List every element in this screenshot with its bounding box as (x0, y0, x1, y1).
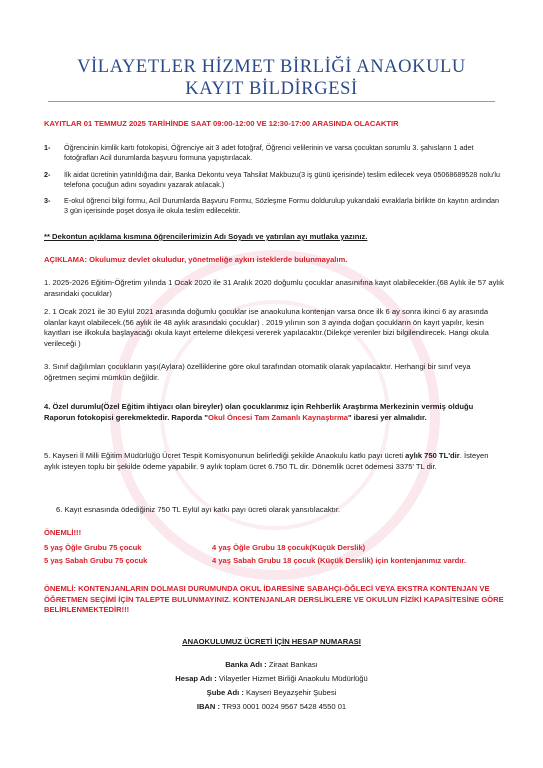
paragraph-2: 2. 1 Ocak 2021 ile 30 Eylül 2021 arasında doğumlu çocuklar ise anaokuluna kontenjan varsa önce ilk 6 ay sonra ikinci 6 ay arasında olanlar kayıt olabilecek.(56 aylık ile 48 aylık arasındaki çocuklar) . 2019 yılının son 3 ayında doğan çocukların ön kayıt yapılır, kesin kayıtları ise ilkokula başlayacağı okula kayıt erteleme dilekçesi vererek yapılacaktır.(Dilekçe verenler bizi bilgilendirecek. Hangi okula verileceği ) (44, 307, 489, 348)
paragraph-4-highlight: Okul Öncesi Tam Zamanlı Kaynaştırma (207, 412, 348, 422)
bank-value: Ziraat Bankası (266, 660, 318, 669)
onemli-row-2-left: 5 yaş Sabah Grubu 75 çocuk (44, 556, 148, 565)
paragraph-5-text-b: . İsteyen aylık isteyen toplu bir şekilde ödeme yapabilir. 9 aylık toplam ücret 6.750 TL dir. Dönemlik ücret ödemesi 3375' TL dir. (44, 451, 489, 471)
bank-row-branch (0, 688, 543, 697)
doc-item-2: İlk aidat ücretinin yatırıldığına dair, Banka Dekontu veya Tahsilat Makbuzu(3 iş günü içerisinde) teslim edilecek veya 05068689528 nolu'lu telefona çocuğun adını soyadını yazarak atılacak.) (64, 170, 500, 189)
bank-heading: ANAOKULUMUZ ÜCRETİ İÇİN HESAP NUMARASI (182, 637, 361, 646)
doc-num-3: 3- (44, 196, 51, 205)
bank-label: Banka Adı : (225, 660, 267, 669)
doc-num-1: 1- (44, 143, 51, 152)
doc-num-2: 2- (44, 170, 51, 179)
onemli-capacity-note: ÖNEMLİ: KONTENJANLARIN DOLMASI DURUMUNDA OKUL İDARESİNE SABAHÇI-ÖĞLECİ VEYA EKSTRA KONTENJAN VE ÖĞRETMEN SEÇİMİ İÇİN TALEPTE BULUNMAYINIZ. KONTENJANLAR DERSLİKLERE VE OKULUN FİZİKİ KAPASİTESİNE GÖRE BELİRLENMEKTEDİR!!! (44, 584, 504, 615)
bank-label: Şube Adı : (206, 688, 244, 697)
dekont-note: ** Dekontun açıklama kısmına öğrencilerimizin Adı Soyadı ve yatırılan ayı mutlaka yazınız. (44, 232, 368, 241)
onemli-title: ÖNEMLİ!!! (44, 528, 82, 537)
paragraph-4 (44, 402, 504, 423)
onemli-row-2-right: 4 yaş Sabah Grubu 18 çocuk (Küçük Derslik) için kontenjanımız vardır. (212, 556, 467, 565)
title-divider (48, 101, 495, 102)
doc-item-3: E-okul öğrenci bilgi formu, Acil Durumlarda Başvuru Formu, Sözleşme Formu doldurulup yukarıdaki evraklarla birlikte ön kayıtın ardından 3 gün içerisinde poşet dosya ile okula teslim edilecektir. (64, 196, 500, 215)
doc-item-1: Öğrencinin kimlik kartı fotokopisi, Öğrenciye ait 3 adet fotoğraf, Öğrenci velilerinin ve varsa çocuktan sorumlu 3. şahısların 1 adet fotoğrafları Acil durumlarda başvuru formuna yapıştırılacak. (64, 143, 474, 162)
bank-label: IBAN : (196, 702, 221, 711)
onemli-row-1 (44, 543, 504, 554)
bank-row-account (0, 674, 543, 683)
onemli-row-1-right: 4 yaş Öğle Grubu 18 çocuk(Küçük Derslik) (212, 543, 366, 552)
paragraph-5-text-a: 5. Kayseri İl Milli Eğitim Müdürlüğü Ücret Tespit Komisyonunun belirlediği şekilde Anaokulu katkı payı ücreti (44, 451, 406, 460)
paragraph-3: 3. Sınıf dağılımları çocukların yaşı(Aylara) özelliklerine göre okul tarafından otomatik olarak yapılacaktır. Herhangi bir sınıf veya öğretmen seçimi mümkün değildir. (44, 362, 471, 382)
title-line-2: KAYIT BİLDİRGESİ (185, 79, 358, 99)
title-line-1: VİLAYETLER HİZMET BİRLİĞİ ANAOKULU (77, 57, 466, 77)
bank-label: Hesap Adı : (175, 674, 217, 683)
onemli-row-1-left: 5 yaş Öğle Grubu 75 çocuk (44, 543, 142, 552)
paragraph-5-bold: aylık 750 TL'dir (405, 451, 460, 460)
paragraph-5 (44, 451, 504, 472)
paragraph-1: 1. 2025-2026 Eğitim-Öğretim yılında 1 Ocak 2020 ile 31 Aralık 2020 doğumlu çocuklar anasınıfına kayıt olabilecekler.(68 Aylık ile 57 aylık arasındaki çocuklar) (44, 278, 504, 298)
paragraph-6: 6. Kayıt esnasında ödediğiniz 750 TL Eylül ayı katkı payı ücreti olarak yansıtılacaktır. (56, 505, 341, 514)
bank-value: TR93 0001 0024 9567 5428 4550 01 (220, 702, 347, 711)
onemli-row-2 (44, 556, 504, 567)
bank-value: Kayseri Beyazşehir Şubesi (243, 688, 337, 697)
registration-dates: KAYITLAR 01 TEMMUZ 2025 TARİHİNDE SAAT 09:00-12:00 VE 12:30-17:00 ARASINDA OLACAKTIR (44, 119, 399, 128)
bank-row-iban (0, 702, 543, 711)
bank-value: Vilayetler Hizmet Birliği Anaokulu Müdürlüğü (216, 674, 368, 683)
bank-row-name (0, 660, 543, 669)
page-title (0, 56, 543, 100)
paragraph-4-text-a: 4. Özel durumlu(Özel Eğitim ihtiyacı olan bireyler) olan çocuklarımız için Rehberlik Araştırma Merkezinin vermiş olduğu Raporun fotokopisi gerekmektedir. Raporda " (44, 402, 474, 422)
paragraph-4-text-b: " ibaresi yer almalıdır. (347, 412, 427, 422)
aciklama-note: AÇIKLAMA: Okulumuz devlet okuludur, yönetmeliğe aykırı isteklerde bulunmayalım. (44, 255, 348, 264)
